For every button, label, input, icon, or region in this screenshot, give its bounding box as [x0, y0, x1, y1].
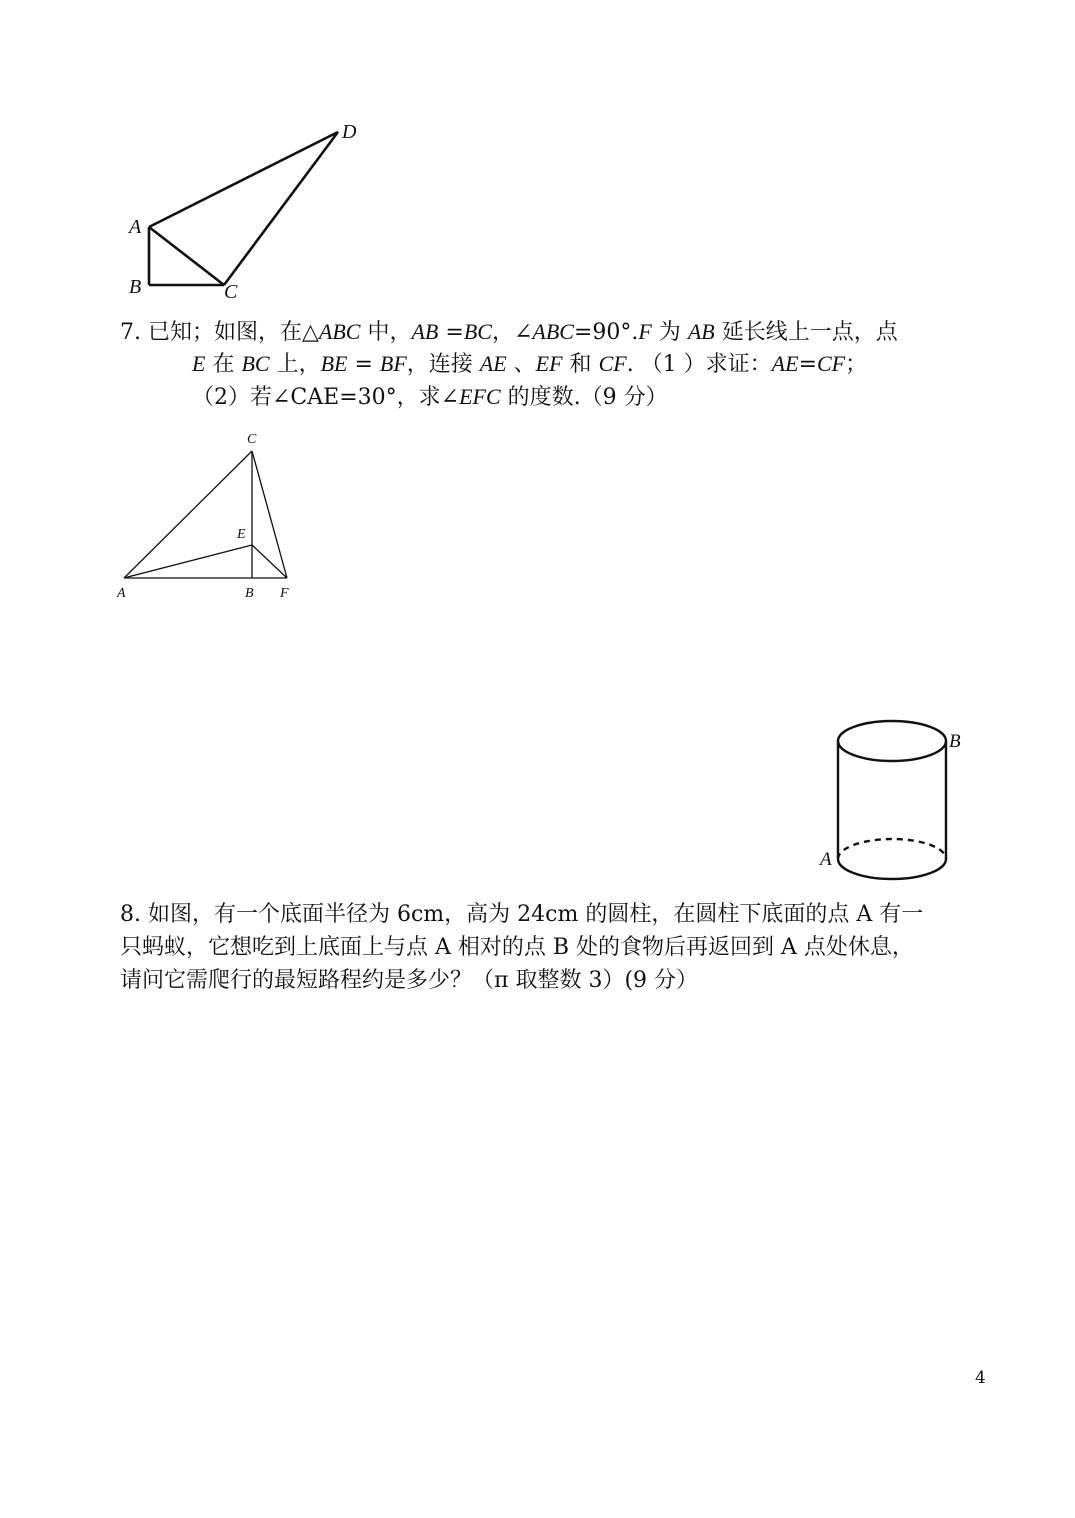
- label-a: A: [820, 849, 832, 870]
- cylinder-bottom-front: [838, 859, 946, 879]
- label-a: A: [117, 586, 126, 601]
- segment-ef: [252, 545, 287, 578]
- label-a: A: [129, 216, 142, 238]
- label-f: F: [280, 586, 289, 601]
- cylinder-bottom-back: [838, 839, 946, 859]
- question-8-line-2: 只蚂蚁，它想吃到上底面上与点 A 相对的点 B 处的食物后再返回到 A 点处休息，: [120, 935, 914, 960]
- cylinder-top: [838, 721, 946, 761]
- question-8-line-1: 8. 如图，有一个底面半径为 6cm，高为 24cm 的圆柱，在圆柱下底面的点 A 有一: [120, 902, 924, 927]
- label-b: B: [949, 731, 961, 752]
- question-8-line-3: 请问它需爬行的最短路程约是多少？（π 取整数 3）(9 分）: [120, 968, 699, 993]
- question-7-line-2: E 在 BC 上，BE = BF，连接 AE 、EF 和 CF. （1 ）求证：AE=CF；: [192, 351, 868, 377]
- question-7-line-3: （2）若∠CAE=30°，求∠EFC 的度数.（9 分）: [192, 384, 668, 410]
- label-c: C: [224, 281, 238, 303]
- segment-cd: [224, 132, 338, 285]
- label-c: C: [247, 432, 257, 447]
- segment-ac: [124, 451, 252, 578]
- question-7-line-1: 7. 已知；如图，在△ABC 中，AB =BC，∠ABC=90°.F 为 AB 延长线上一点，点: [120, 319, 898, 345]
- segment-ae: [124, 545, 252, 578]
- figure-triangle-acf: [110, 425, 310, 605]
- figure-quadrilateral-abcd: [120, 115, 380, 305]
- label-d: D: [342, 121, 357, 143]
- segment-cf: [252, 451, 287, 578]
- label-e: E: [237, 527, 246, 542]
- label-b: B: [245, 586, 254, 601]
- page-number: 4: [975, 1368, 986, 1388]
- figure-cylinder: [815, 712, 975, 887]
- segment-ac: [149, 227, 224, 285]
- label-b: B: [129, 276, 142, 298]
- segment-ad: [149, 132, 338, 227]
